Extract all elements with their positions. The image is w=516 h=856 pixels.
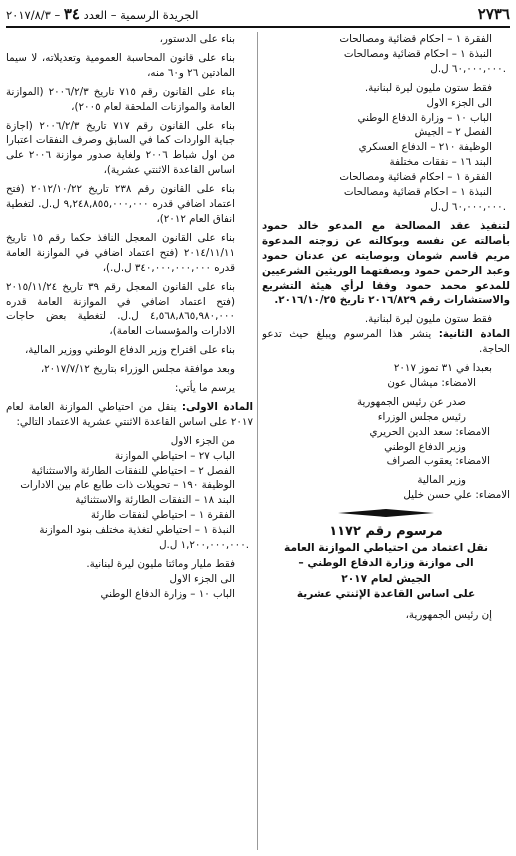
item-line: من الجزء الاول <box>170 434 235 447</box>
preamble-clause: وبعد موافقة مجلس الوزراء بتاريخ ٢٠١٧/٧/١٢، <box>40 363 235 376</box>
column-separator <box>257 32 258 850</box>
item-line: الفقرة ١ – احكام قضائية ومصالحات <box>339 171 492 184</box>
left-column <box>6 32 253 852</box>
preamble-clause: بناء على القانون رقم ٧١٧ تاريخ ٢٠٠٦/٢/٣ (اجازة جباية الواردات كما في السابق وصرف النفقات اعتبارا من اول شباط ٢٠٠٦ ولغاية صدور موازنة ٢٠٠٦ على اساس القاعدة الاثنتي عشرية)، <box>6 119 235 177</box>
issue-date: ٢٠١٧/٨/٣ <box>6 8 51 22</box>
gazette-title: الجريدة الرسمية – العدد ٣٤ – ٢٠١٧/٨/٣ <box>6 5 199 23</box>
item-line: الفصل ٢ – احتياطي للنفقات الطارئة والاستثنائية <box>31 464 235 477</box>
pm-title: رئيس مجلس الوزراء <box>377 410 466 423</box>
decree-subtitle: على اساس القاعدة الإثنتي عشرية <box>296 587 476 600</box>
item-line: الوظيفة ٢١٠ – الدفاع العسكري <box>358 141 492 154</box>
page-number: ٢٧٣٦ <box>477 5 510 23</box>
preamble-clause: بناء على قانون المحاسبة العمومية وتعديلاته، لا سيما المادتين ٢٦ و٦٠ منه، <box>6 51 235 79</box>
item-line: النبذة ١ – احكام قضائية ومصالحات <box>343 186 492 199</box>
opening-line: إن رئيس الجمهورية، <box>405 609 492 621</box>
right-column <box>262 32 510 852</box>
item-line: الباب ١٠ – وزارة الدفاع الوطني <box>100 587 235 600</box>
signing-date: بعبدا في ٣١ تموز ٢٠١٧ <box>393 362 492 375</box>
president-signature: الامضاء: ميشال عون <box>387 376 476 389</box>
purpose-paragraph: لتنفيذ عقد المصالحة مع المدعو خالد حمود بأصالته عن نفسه وبوكالته عن زوجته المدعوة مريم قاسم شومان وبوصايته عن عدنان حمود وعبد الرحمن حمود وبصفتهما الوريثين الشرعيين للمدعو محمد حمود وفقا لرأي هيئة التشريع والاستشارات رقم ٢٠١٦/٨٢٩ تاريخ ٢٠١٦/١٠/٢٥. <box>262 219 510 307</box>
item-line: الى الجزء الاول <box>426 96 492 109</box>
item-line: البند ١٨ – النفقات الطارئة والاستثنائية <box>75 494 235 507</box>
amount-in-words: فقط ستون مليون ليرة لبنانية. <box>364 313 492 326</box>
decree-subtitle: الى موازنة وزارة الدفاع الوطني – <box>298 557 474 570</box>
finance-minister-title: وزير المالية <box>417 474 466 487</box>
item-line: الفقرة ١ – احتياطي لنفقات طارئة <box>90 509 235 522</box>
amount: ١,٢٠٠,٠٠٠,٠٠٠ ل.ل. <box>159 539 249 552</box>
article-label: المادة الثانية: <box>438 328 510 341</box>
preamble-clause: بناء على القانون رقم ٢٣٨ تاريخ ٢٠١٢/١٠/٢٢ (فتح اعتماد اضافي قدره ٩,٢٤٨,٨٥٥,٠٠٠,٠٠٠ ل.ل. لتغطية انفاق العام ٢٠١٢)، <box>6 183 235 225</box>
decree-formula: يرسم ما يأتي: <box>174 382 235 395</box>
item-line: الباب ٢٧ – احتياطي الموازنة <box>114 449 235 462</box>
article-one <box>6 400 253 430</box>
item-line: الوظيفة ١٩٠ – تحويلات ذات طابع عام بين الادارات <box>20 479 235 492</box>
preamble-clause: بناء على القانون المعجل رقم ٣٩ تاريخ ٢٠١٥/١١/٢٤ (فتح اعتماد اضافي في الموازنة العامة قدره ٤,٥٦٨,٨٦٥,٩٨٠,٠٠٠ ل.ل. لتغطية بعض حاجات الادارات والمؤسسات العامة)، <box>6 280 235 338</box>
preamble-clause: بناء على القانون المعجل النافذ حكما رقم ١٥ تاريخ ٢٠١٤/١١/١١ (فتح اعتماد اضافي في الموازنة العامة قدره ٣٤٠,٠٠٠,٠٠٠,٠٠٠ ل.ل.)، <box>6 231 235 274</box>
decree-subtitle: الجيش لعام ٢٠١٧ <box>341 572 431 585</box>
preamble-clause: بناء على القانون رقم ٧١٥ تاريخ ٢٠٠٦/٢/٣ (الموازنة العامة والموازنات الملحقة لعام ٢٠٠٥)، <box>6 85 235 113</box>
article-text: ينقل من احتياطي الموازنة العامة لعام ٢٠١٧ على اساس القاعدة الاثنتي عشرية الاعتماد التالي: <box>6 400 253 428</box>
item-line: النبذة ١ – احكام قضائية ومصالحات <box>343 47 492 60</box>
defense-minister-signature: الامضاء: يعقوب الصراف <box>386 455 490 468</box>
decree-title <box>262 523 510 541</box>
finance-minister-signature: الامضاء: علي حسن خليل <box>403 489 510 502</box>
amount-in-words: فقط ستون مليون ليرة لبنانية. <box>364 81 492 94</box>
decree-label: مرسوم رقم <box>365 524 443 540</box>
preamble-clause: بناء على الدستور، <box>159 33 235 45</box>
article-label: المادة الاولى: <box>181 400 253 413</box>
decree-number: ١١٧٢ <box>329 524 361 540</box>
amount: ٦٠,٠٠٠,٠٠٠ ل.ل. <box>430 200 506 213</box>
item-line: الباب ١٠ – وزارة الدفاع الوطني <box>357 111 492 124</box>
article-text: ينشر هذا المرسوم ويبلغ حيث تدعو الحاجة. <box>262 328 510 356</box>
issued-by: صدر عن رئيس الجمهورية <box>356 395 466 408</box>
gazette-name: الجريدة الرسمية – العدد <box>83 8 199 22</box>
amount: ٦٠,٠٠٠,٠٠٠ ل.ل. <box>430 62 506 75</box>
decree-subtitle: نقل اعتماد من احتياطي الموازنة العامة <box>284 542 488 555</box>
pm-signature: الامضاء: سعد الدين الحريري <box>369 425 490 438</box>
defense-minister-title: وزير الدفاع الوطني <box>384 440 466 453</box>
article-two <box>262 327 510 357</box>
page-header <box>6 4 510 24</box>
item-line: النبذة ١ – احتياطي لتغذية مختلف بنود الموازنة <box>39 524 235 537</box>
issue-number: ٣٤ <box>63 5 80 23</box>
item-line: البند ١٦ – نفقات مختلفة <box>389 156 492 169</box>
divider-ornament-icon <box>262 509 510 517</box>
amount-in-words: فقط مليار ومائتا مليون ليرة لبنانية. <box>86 558 235 570</box>
item-line: الفصل ٢ – الجيش <box>414 126 492 139</box>
header-rule <box>6 26 510 28</box>
item-line: الى الجزء الاول <box>169 572 235 585</box>
preamble-clause: بناء على اقتراح وزير الدفاع الوطني ووزير المالية، <box>24 344 235 357</box>
item-line: الفقرة ١ – احكام قضائية ومصالحات <box>339 33 492 45</box>
